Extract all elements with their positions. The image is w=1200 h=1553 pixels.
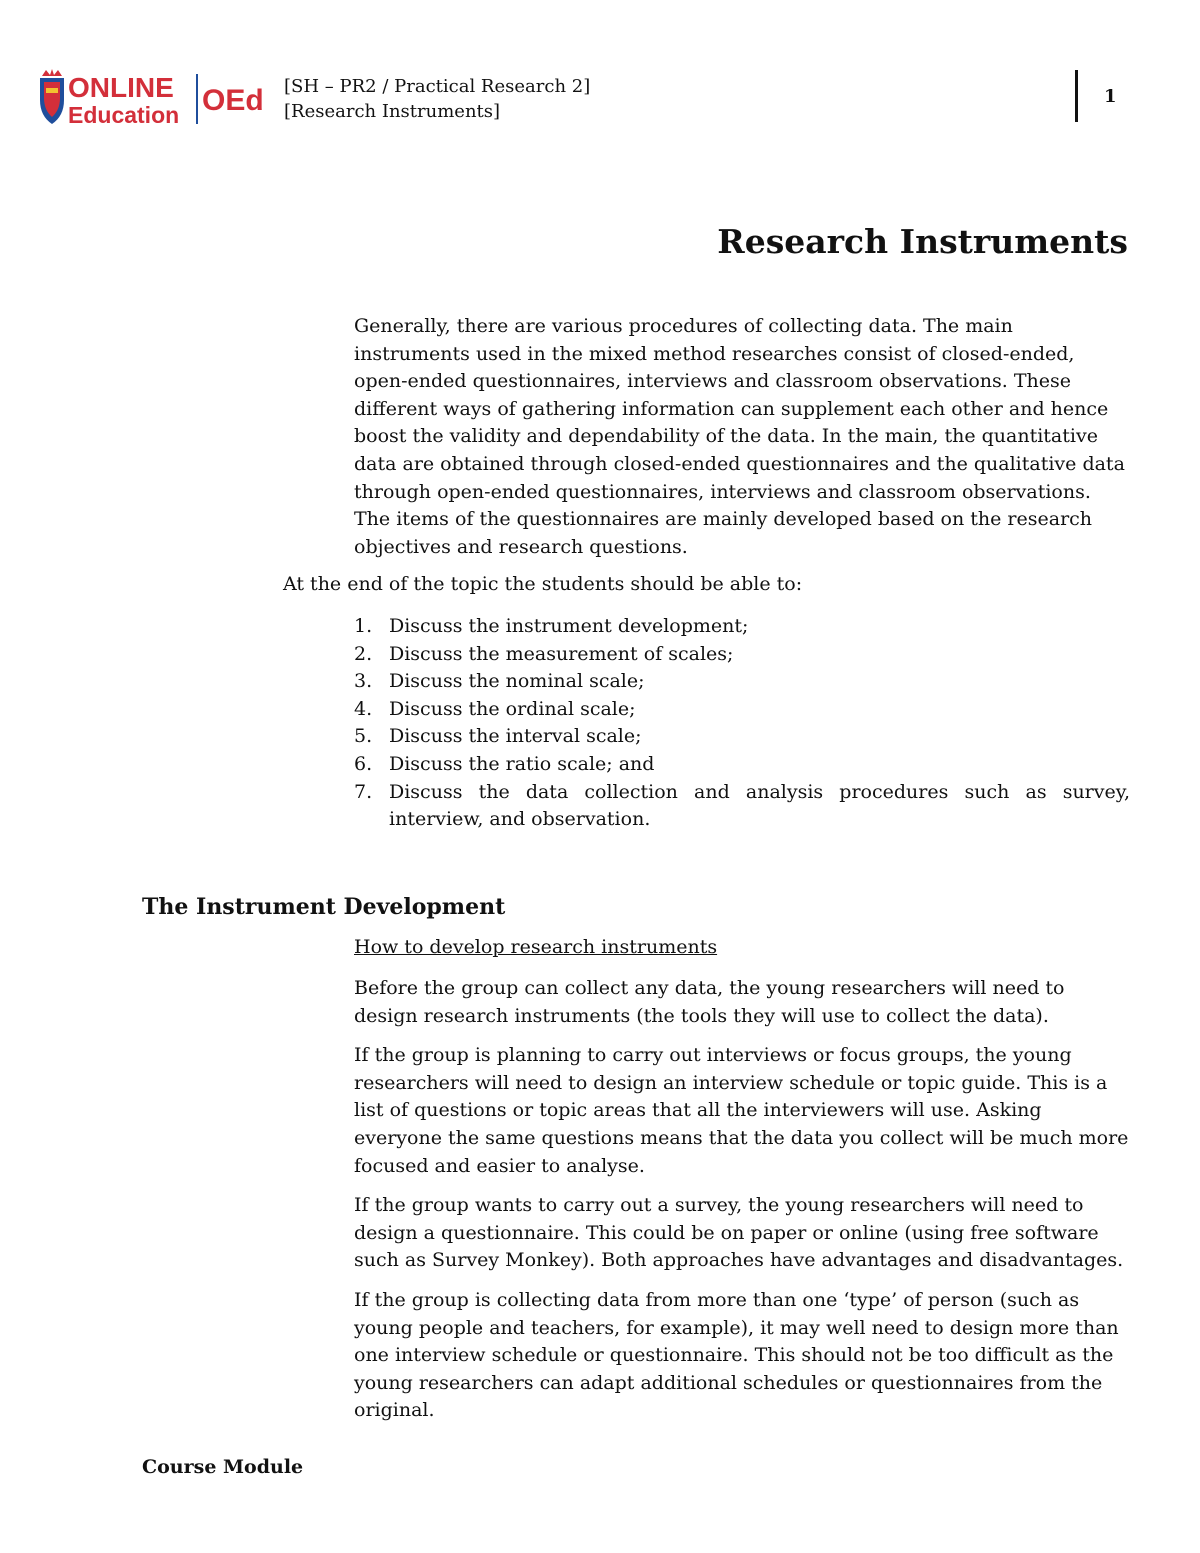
header-divider bbox=[1075, 70, 1078, 122]
header-course-info bbox=[284, 74, 590, 124]
page-header bbox=[36, 66, 1166, 130]
logo-oed-mark: OEd bbox=[202, 84, 264, 117]
online-education-logo bbox=[36, 68, 272, 128]
objective-item bbox=[354, 751, 1130, 779]
objective-item bbox=[354, 723, 1130, 751]
objective-number: 3. bbox=[354, 670, 373, 693]
objective-item bbox=[354, 641, 1130, 669]
objective-text: Discuss the nominal scale; bbox=[389, 670, 645, 693]
objective-number: 2. bbox=[354, 642, 373, 665]
section-heading: The Instrument Development bbox=[142, 894, 506, 920]
objective-text: Discuss the interval scale; bbox=[389, 725, 642, 748]
subheading: How to develop research instruments bbox=[354, 936, 718, 958]
objectives-lead: At the end of the topic the students should be able to: bbox=[283, 573, 803, 595]
header-course-line: [SH – PR2 / Practical Research 2] bbox=[284, 76, 591, 97]
objective-number: 7. bbox=[354, 780, 373, 803]
objective-text: Discuss the instrument development; bbox=[389, 615, 749, 637]
objective-item bbox=[354, 696, 1130, 724]
objective-text: Discuss the measurement of scales; bbox=[389, 642, 734, 665]
body-paragraph: Before the group can collect any data, the young researchers will need to design research instruments (the tools they will use to collect the data). bbox=[354, 977, 1065, 1027]
objectives-list bbox=[354, 613, 1130, 834]
objective-text: Discuss the ratio scale; and bbox=[389, 752, 655, 775]
body-paragraph: If the group is collecting data from more than one ‘type’ of person (such as young people and teachers, for example), it may well need to design more than one interview schedule or questionnaire. This should not be too difficult as the young researchers can adapt additional schedules or questionnaires from the original. bbox=[354, 1288, 1119, 1422]
objective-number: 6. bbox=[354, 752, 373, 775]
objective-number: 1. bbox=[354, 615, 373, 637]
objective-number: 4. bbox=[354, 697, 373, 720]
page-title: Research Instruments bbox=[717, 222, 1128, 261]
body-paragraph: If the group is planning to carry out interviews or focus groups, the young researchers will need to design an interview schedule or topic guide. This is a list of questions or topic areas that all the interviewers will use. Asking everyone the same questions means that the data you collect will be much more focused and easier to analyse. bbox=[354, 1044, 1129, 1177]
crest-icon bbox=[40, 69, 64, 124]
body-paragraph: If the group wants to carry out a survey, the young researchers will need to design a questionnaire. This could be on paper or online (using free software such as Survey Monkey). Both approaches have advantages and disadvantages. bbox=[354, 1194, 1124, 1272]
objective-item bbox=[354, 613, 1130, 641]
page-number: 1 bbox=[1104, 86, 1117, 107]
page-footer: Course Module bbox=[142, 1456, 304, 1478]
objective-number: 5. bbox=[354, 725, 373, 748]
header-topic-line: [Research Instruments] bbox=[284, 101, 501, 122]
section-body bbox=[354, 975, 1130, 1437]
intro-paragraph: Generally, there are various procedures of collecting data. The main instruments used in the mixed method researches consist of closed-ended, open-ended questionnaires, interviews and classroom observations. These different ways of gathering information can supplement each other and hence boost the validity and dependability of the data. In the main, the quantitative data are obtained through closed-ended questionnaires and the qualitative data through open-ended questionnaires, interviews and classroom observations. The items of the questionnaires are mainly developed based on the research objectives and research questions. bbox=[354, 315, 1125, 558]
objective-item bbox=[354, 779, 1130, 834]
objective-text: Discuss the data collection and analysis procedures such as survey, interview, and observation. bbox=[389, 780, 1130, 831]
objective-item bbox=[354, 668, 1130, 696]
logo-online-text: ONLINE bbox=[68, 72, 174, 103]
logo-education-text: Education bbox=[68, 102, 180, 128]
objective-text: Discuss the ordinal scale; bbox=[389, 697, 636, 720]
